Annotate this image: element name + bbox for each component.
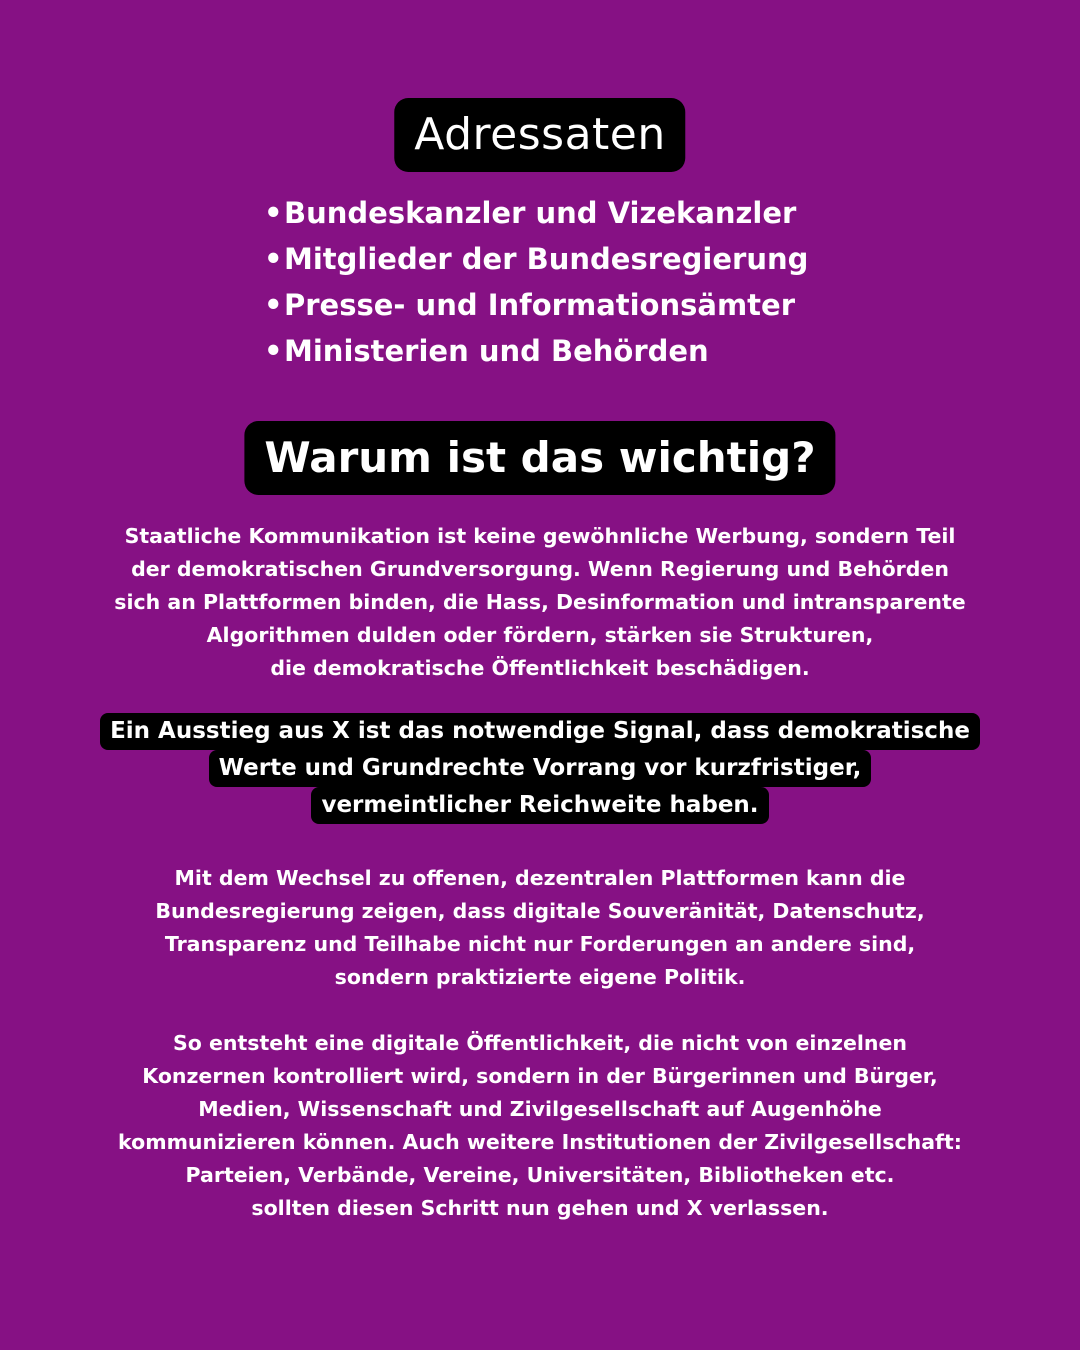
text-line: sollten diesen Schritt nun gehen und X verlassen. bbox=[251, 1196, 829, 1220]
list-item-text: Mitglieder der Bundesregierung bbox=[284, 242, 809, 276]
why-important-heading: Warum ist das wichtig? bbox=[244, 421, 835, 495]
text-line: Algorithmen dulden oder fördern, stärken sie Strukturen, bbox=[206, 623, 874, 647]
list-item bbox=[264, 328, 884, 374]
text-line: So entsteht eine digitale Öffentlichkeit, die nicht von einzelnen bbox=[173, 1031, 907, 1055]
addressees-list bbox=[264, 190, 884, 374]
list-item-text: Presse- und Informationsämter bbox=[284, 288, 796, 322]
text-line: Konzernen kontrolliert wird, sondern in der Bürgerinnen und Bürger, bbox=[142, 1064, 938, 1088]
bullet-icon: • bbox=[264, 334, 283, 368]
bullet-icon: • bbox=[264, 196, 283, 230]
list-item bbox=[264, 190, 884, 236]
text-line: die demokratische Öffentlichkeit beschädigen. bbox=[270, 656, 810, 680]
list-item-text: Ministerien und Behörden bbox=[284, 334, 709, 368]
paragraph-digital-public bbox=[60, 1027, 1020, 1225]
list-item bbox=[264, 282, 884, 328]
text-line: Bundesregierung zeigen, dass digitale Souveränität, Datenschutz, bbox=[155, 899, 925, 923]
text-line: Medien, Wissenschaft und Zivilgesellschaft auf Augenhöhe bbox=[198, 1097, 882, 1121]
text-line: Mit dem Wechsel zu offenen, dezentralen Plattformen kann die bbox=[174, 866, 906, 890]
text-line: sich an Plattformen binden, die Hass, Desinformation und intransparente bbox=[114, 590, 966, 614]
bullet-icon: • bbox=[264, 242, 283, 276]
bullet-icon: • bbox=[264, 288, 283, 322]
text-line: Staatliche Kommunikation ist keine gewöhnliche Werbung, sondern Teil bbox=[124, 524, 956, 548]
text-line: Transparenz und Teilhabe nicht nur Forderungen an andere sind, bbox=[164, 932, 916, 956]
highlight-line: Werte und Grundrechte Vorrang vor kurzfristiger, bbox=[209, 750, 872, 787]
text-line: kommunizieren können. Auch weitere Institutionen der Zivilgesellschaft: bbox=[118, 1130, 962, 1154]
highlighted-statement bbox=[40, 713, 1040, 824]
paragraph-open-platforms bbox=[60, 862, 1020, 994]
list-item bbox=[264, 236, 884, 282]
addressees-heading: Adressaten bbox=[394, 98, 685, 172]
list-item-text: Bundeskanzler und Vizekanzler bbox=[284, 196, 797, 230]
highlight-line: Ein Ausstieg aus X ist das notwendige Signal, dass demokratische bbox=[100, 713, 980, 750]
paragraph-state-communication bbox=[60, 520, 1020, 685]
highlight-line: vermeintlicher Reichweite haben. bbox=[311, 787, 768, 824]
text-line: der demokratischen Grundversorgung. Wenn Regierung und Behörden bbox=[131, 557, 949, 581]
text-line: Parteien, Verbände, Vereine, Universitäten, Bibliotheken etc. bbox=[185, 1163, 895, 1187]
text-line: sondern praktizierte eigene Politik. bbox=[334, 965, 746, 989]
